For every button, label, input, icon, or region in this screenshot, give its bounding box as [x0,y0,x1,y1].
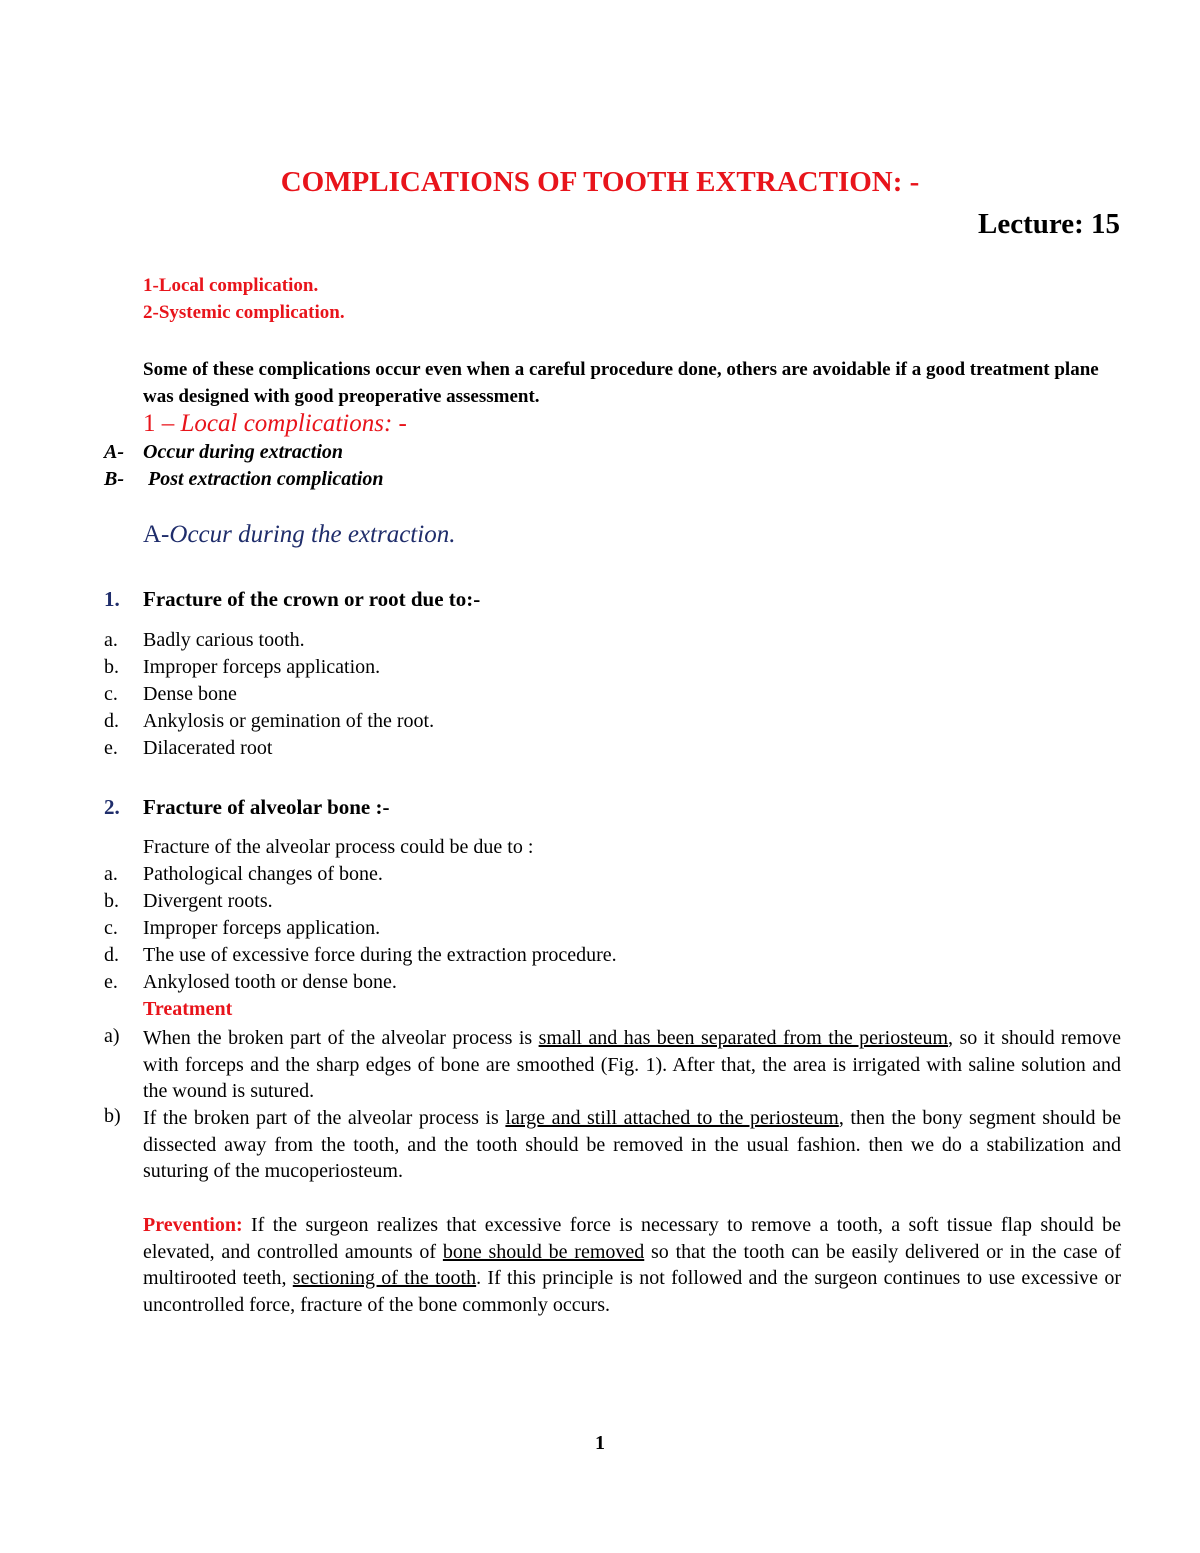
local-type-post: Post extraction complication [148,468,384,490]
treatment-text: If the broken part of the alveolar process is [143,1107,506,1129]
item2-heading: Fracture of alveolar bone :- [143,795,390,819]
section-a-heading [143,521,455,549]
list-item: Badly carious tooth. [143,629,305,651]
item1-number: 1. [104,587,120,611]
list-marker: b. [104,656,119,678]
prevention-text: . If this principle is not followed and the surgeon continues to use excessive or uncontrolled force, fracture of the bone commonly occurs. [143,1267,1122,1316]
list-item: Improper forceps application. [143,917,381,939]
page-title: COMPLICATIONS OF TOOTH EXTRACTION: - [280,166,920,198]
treatment-marker: b) [104,1105,121,1127]
local-type-marker: B- [104,468,124,490]
list-marker: a. [104,863,118,885]
treatment-text: When the broken part of the alveolar process is [143,1027,539,1049]
local-type-during: Occur during extraction [143,441,344,463]
intro-paragraph: Some of these complications occur even when a careful procedure done, others are avoidable if a good treatment plane was designed with good preoperative assessment. [143,359,1099,407]
local-heading-number: 1 – [143,410,181,437]
local-heading-text: Local complications: - [180,410,407,437]
item2-lead: Fracture of the alveolar process could be due to : [143,836,534,858]
lecture-number: Lecture: 15 [978,208,1120,240]
section-a-text: Occur during the extraction. [169,521,456,548]
list-item: Pathological changes of bone. [143,863,383,885]
list-item: Dilacerated root [143,737,273,759]
list-marker: c. [104,917,118,939]
treatment-label: Treatment [143,998,233,1020]
prevention-text: If the surgeon realizes that excessive force is necessary to remove a tooth, a soft tissue flap should be elevated, and controlled amounts of [143,1214,1121,1263]
prevention-emphasis: bone should be removed [442,1240,645,1263]
local-complications-heading [143,410,407,438]
page-number: 1 [595,1432,605,1454]
treatment-item-large-fragment [143,1105,1121,1185]
list-item: Dense bone [143,683,237,705]
list-marker: a. [104,629,118,651]
list-item: Ankylosis or gemination of the root. [143,710,435,732]
treatment-text: , then the bony segment should be dissected away from the tooth, and the tooth should be removed in the usual fashion. then we do a stabilization and suturing of the mucoperiosteum. [143,1107,1122,1182]
prevention-paragraph [143,1212,1121,1318]
section-a-prefix: A- [143,521,170,548]
treatment-item-small-fragment [143,1025,1121,1105]
list-item: Ankylosed tooth or dense bone. [143,971,397,993]
list-item: Divergent roots. [143,890,273,912]
treatment-marker: a) [104,1025,120,1047]
prevention-text: so that the tooth can be easily delivered or in the case of multirooted teeth, [143,1240,1121,1289]
overview-item-systemic: 2-Systemic complication. [143,302,345,323]
prevention-emphasis: sectioning of the tooth [292,1267,477,1289]
list-item: The use of excessive force during the extraction procedure. [143,944,617,966]
list-marker: d. [104,944,119,966]
item1-heading: Fracture of the crown or root due to:- [143,587,481,611]
list-item: Improper forceps application. [143,656,381,678]
list-marker: d. [104,710,119,732]
local-type-marker: A- [104,441,124,463]
treatment-text: , so it should remove with forceps and the sharp edges of bone are smoothed (Fig. 1). After that, the area is irrigated with saline solution and the wound is sutured. [143,1027,1121,1102]
treatment-emphasis: small and has been separated from the periosteum [538,1027,949,1049]
list-marker: c. [104,683,118,705]
treatment-emphasis: large and still attached to the periosteum [505,1107,839,1129]
overview-item-local: 1-Local complication. [143,275,319,296]
list-marker: e. [104,737,118,759]
prevention-label: Prevention: [143,1214,243,1236]
list-marker: e. [104,971,118,993]
item2-number: 2. [104,795,120,819]
list-marker: b. [104,890,119,912]
